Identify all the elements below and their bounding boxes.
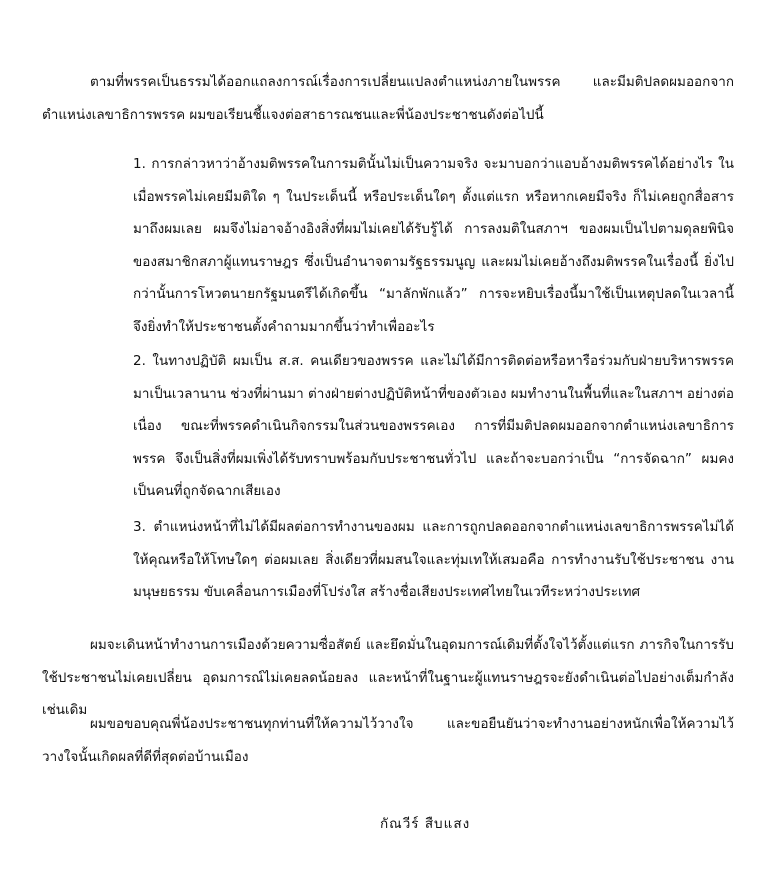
point-2-paragraph: 2. ในทางปฏิบัติ ผมเป็น ส.ส. คนเดียวของพรรค และไม่ได้มีการติดต่อหรือหารือร่วมกับฝ่ายบริหารพรรคมาเป็นเวลานาน ช่วงที่ผ่านมา ต่างฝ่ายต่างปฏิบัติหน้าที่ของตัวเอง ผมทำงานในพื้นที่และในสภาฯ อย่างต่อเนื่อง ขณะที่พรรคดำเนินกิจกรรมในส่วนของพรรคเอง การที่มีมติปลดผมออกจากตำแหน่งเลขาธิการพรรค จึงเป็นสิ่งที่ผมเพิ่งได้รับทราบพร้อมกับประชาชนทั่วไป และถ้าจะบอกว่าเป็น “การจัดฉาก” ผมคงเป็นคนที่ถูกจัดฉากเสียเอง (133, 353, 734, 500)
point-3-paragraph: 3. ตำแหน่งหน้าที่ไม่ได้มีผลต่อการทำงานของผม และการถูกปลดออกจากตำแหน่งเลขาธิการพรรคไม่ได้ให้คุณหรือให้โทษใดๆ ต่อผมเลย สิ่งเดียวที่ผมสนใจและทุ่มเทให้เสมอคือ การทำงานรับใช้ประชาชน งานมนุษยธรรม ขับเคลื่อนการเมืองที่โปร่งใส สร้างชื่อเสียงประเทศไทยในเวทีระหว่างประเทศ (133, 519, 734, 601)
signature-name: กัณวีร์ สืบแสง (380, 816, 471, 832)
closing-paragraph-commitment: ผมจะเดินหน้าทำงานการเมืองด้วยความซื่อสัตย์ และยึดมั่นในอุดมการณ์เดิมที่ตั้งใจไว้ตั้งแต่แรก ภารกิจในการรับใช้ประชาชนไม่เคยเปลี่ยน อุดมการณ์ไม่เคยลดน้อยลง และหน้าที่ในฐานะผู้แทนราษฎรจะยังดำเนินต่อไปอย่างเต็มกำลังเช่นเดิม (42, 637, 734, 719)
closing-paragraph-thanks: ผมขอขอบคุณพี่น้องประชาชนทุกท่านที่ให้ความไว้วางใจ และขอยืนยันว่าจะทำงานอย่างหนักเพื่อให้ความไว้วางใจนั้นเกิดผลที่ดีที่สุดต่อบ้านเมือง (42, 716, 734, 765)
intro-paragraph: ตามที่พรรคเป็นธรรมได้ออกแถลงการณ์เรื่องการเปลี่ยนแปลงตำแหน่งภายในพรรค และมีมติปลดผมออกจากตำแหน่งเลขาธิการพรรค ผมขอเรียนชี้แจงต่อสาธารณชนและพี่น้องประชาชนดังต่อไปนี้ (42, 74, 734, 123)
point-1-paragraph: 1. การกล่าวหาว่าอ้างมติพรรคในการมตินั้นไม่เป็นความจริง จะมาบอกว่าแอบอ้างมติพรรคได้อย่างไร ในเมื่อพรรคไม่เคยมีมติใด ๆ ในประเด็นนี้ หรือประเด็นใดๆ ตั้งแต่แรก หรือหากเคยมีจริง ก็ไม่เคยถูกสื่อสารมาถึงผมเลย ผมจึงไม่อาจอ้างอิงสิ่งที่ผมไม่เคยได้รับรู้ได้ การลงมติในสภาฯ ของผมเป็นไปตามดุลยพินิจของสมาชิกสภาผู้แทนราษฎร ซึ่งเป็นอำนาจตามรัฐธรรมนูญ และผมไม่เคยอ้างถึงมติพรรคในเรื่องนี้ ยิ่งไปกว่านั้นการโหวตนายกรัฐมนตรีได้เกิดขึ้น “มาลักพักแล้ว” การจะหยิบเรื่องนี้มาใช้เป็นเหตุปลดในเวลานี้ จึงยิ่งทำให้ประชาชนตั้งคำถามมากขึ้นว่าทำเพื่ออะไร (133, 156, 734, 335)
